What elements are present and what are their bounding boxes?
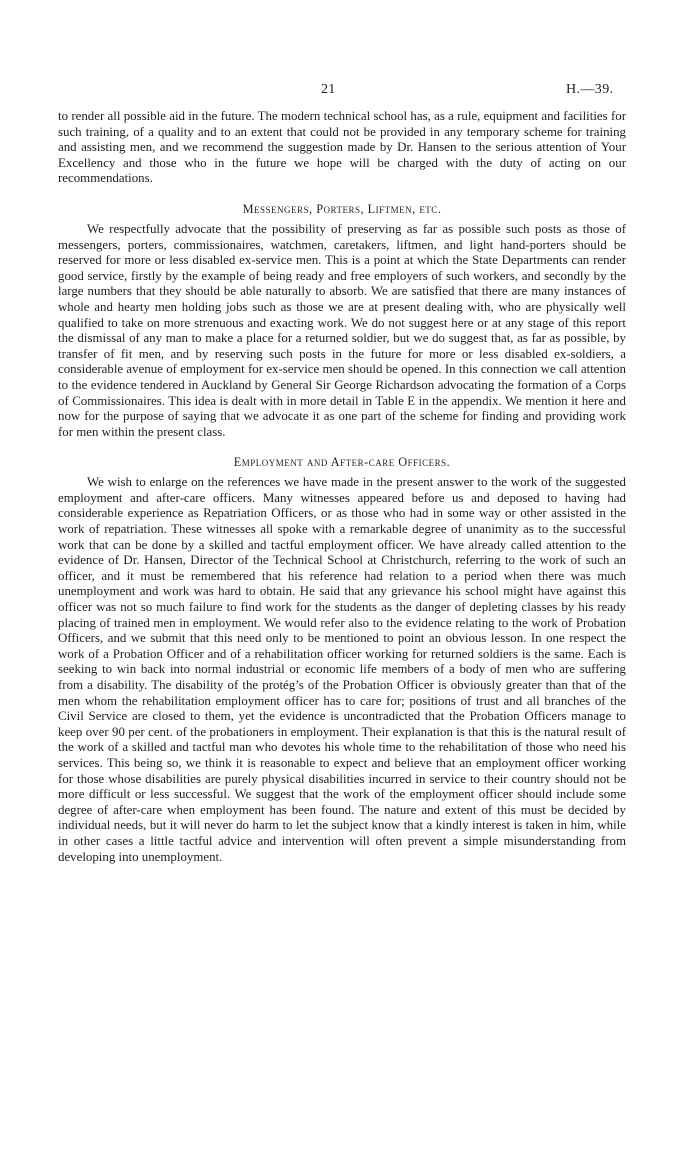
page-body bbox=[58, 109, 626, 865]
intro-paragraph: to render all possible aid in the future. The modern technical school has, as a rule, equipment and facilities for such training, of a quality and to an extent that could not be provided in any temporary scheme for training and assisting men, and we recommend the suggestion made by Dr. Hansen to the serious attention of Your Excellency and those who in the future we hope will be charged with the duty of acting on our recommendations. bbox=[58, 109, 626, 186]
section-heading-employment: Employment and After-care Officers. bbox=[233, 455, 451, 470]
page-header bbox=[0, 0, 700, 110]
messengers-paragraph: We respectfully advocate that the possibility of preserving as far as possible such posts as those of messengers, porters, commissionaires, watchmen, caretakers, liftmen, and light hand-porters should be reserved for more or less disabled ex-service men. This is a point at which the State Departments can render good service, firstly by the example of being ready and free employers of such workers, and secondly by the large numbers that they should be able naturally to absorb. We are satisfied that there are many instances of whole and hearty men holding jobs such as those we are at present dealing with, who are physically well qualified to take on more strenuous and exacting work. We do not suggest here or at any stage of this report the dismissal of any man to make a place for a returned soldier, but we do suggest that, as far as possible, by transfer of fit men, and by reserving such posts in the future for more or less disabled ex-soldiers, a considerable avenue of employment for ex-service men should be opened. In this connection we call attention to the evidence tendered in Auckland by General Sir George Richardson advocating the formation of a Corps of Commissionaires. This idea is dealt with in more detail in Table E in the appendix. We mention it here and now for the purpose of saying that we advocate it as one part of the scheme for finding and providing work for men within the present class. bbox=[58, 221, 626, 439]
document-reference: H.—39. bbox=[566, 82, 614, 97]
page-number: 21 bbox=[321, 82, 336, 97]
employment-paragraph: We wish to enlarge on the references we have made in the present answer to the work of the suggested employment and after-care officers. Many witnesses appeared before us and deposed to having had considerable experience as Repatriation Officers, or as those who had in some way or other assisted in the work of repatriation. These witnesses all spoke with a remarkable degree of unanimity as to the successful work that can be done by a skilled and tactful employment officer. We have already called attention to the evidence of Dr. Hansen, Director of the Technical School at Christchurch, referring to the work of such an officer, and it must be remembered that his reference had relation to a period when there was much unemployment and work was hard to obtain. He said that any grievance his school might have against this officer was not so much failure to find work for the students as the danger of depleting classes by his ready placing of trained men in employment. We would refer also to the evidence relating to the work of Probation Officers, and we submit that this need only to be mentioned to point an obvious lesson. In one respect the work of a Probation Officer and of a rehabilitation officer working for returned soldiers is the same. Each is seeking to win back into normal industrial or economic life members of a body of men who are suffering from a disability. The disability of the protég’s of the Probation Officer is obviously greater than that of the men whom the rehabilitation employment officer has to care for; positions of trust and all branches of the Civil Service are closed to them, yet the evidence is uncontradicted that the Probation Officers manage to keep over 90 per cent. of the probationers in employment. Their explanation is that this is the natural result of the work of a skilled and tactful man who devotes his whole time to the rehabilitation of those who need his services. This being so, we think it is reasonable to expect and believe that an employment officer working for those whose disabilities are purely physical disabilities incurred in service to their country should not be more difficult or less successful. We suggest that the work of the employment officer should include some degree of after-care when employment has been found. The nature and extent of this must be decided by individual needs, but it will never do harm to let the subject know that a kindly interest is taken in him, while in other cases a little tactful advice and intervention will often prevent a simple misunderstanding from developing into unemployment. bbox=[58, 475, 626, 864]
section-heading-messengers: Messengers, Porters, Liftmen, etc. bbox=[242, 201, 442, 216]
